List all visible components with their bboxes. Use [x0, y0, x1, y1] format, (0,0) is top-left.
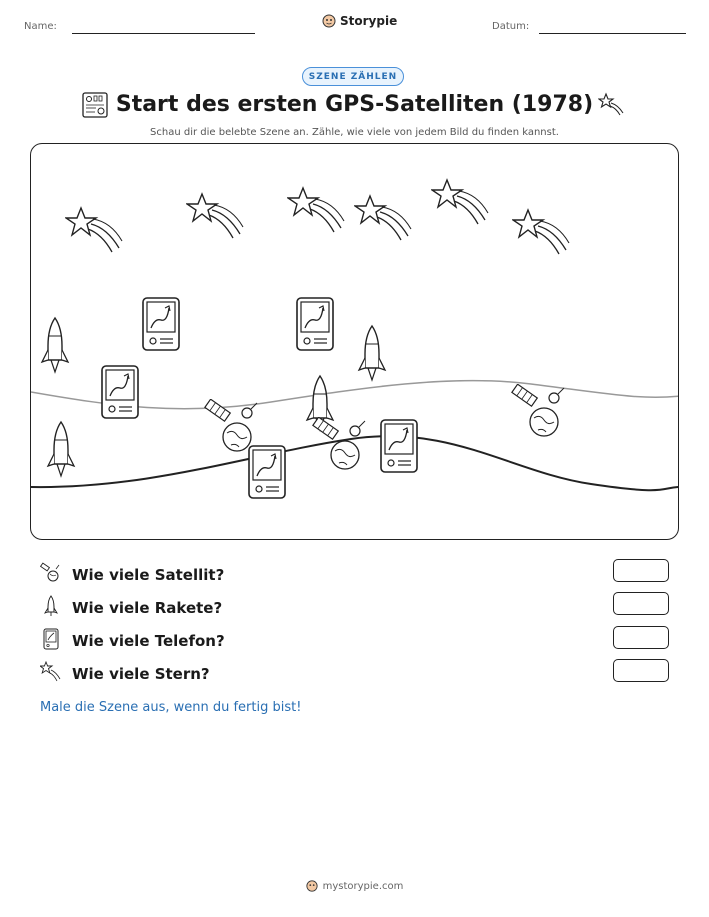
brand-logo — [322, 14, 397, 28]
rocket-icon — [40, 595, 62, 621]
question-phones — [40, 628, 225, 654]
scene-star-icon[interactable] — [354, 194, 412, 248]
scene-satellite-icon[interactable] — [510, 384, 570, 442]
activity-badge: SZENE ZÄHLEN — [302, 67, 404, 86]
scene-star-icon[interactable] — [186, 192, 244, 246]
answer-box-stars[interactable] — [613, 659, 669, 682]
question-label: Wie viele Satellit? — [72, 566, 225, 584]
instructions: Schau dir die belebte Szene an. Zähle, wie viele von jedem Bild du finden kannst. — [150, 127, 559, 138]
question-satellites — [40, 562, 224, 588]
coloring-note: Male die Szene aus, wenn du fertig bist! — [40, 700, 302, 715]
scene-phone-icon[interactable] — [379, 418, 419, 478]
answer-box-phones[interactable] — [613, 626, 669, 649]
brand-name: Storypie — [340, 14, 398, 28]
footer-site: mystorypie.com — [322, 880, 404, 892]
scene-star-icon[interactable] — [512, 208, 570, 262]
scene-satellite-icon[interactable] — [311, 417, 371, 475]
counting-scene[interactable] — [30, 143, 679, 540]
name-label: Name: — [24, 21, 57, 32]
page-title: Start des ersten GPS-Satelliten (1978) — [115, 92, 594, 117]
answer-box-satellites[interactable] — [613, 559, 669, 582]
scene-phone-icon[interactable] — [141, 296, 181, 356]
question-label: Wie viele Stern? — [72, 665, 210, 683]
scene-rocket-icon[interactable] — [46, 420, 76, 482]
phone-icon — [40, 628, 62, 654]
storypie-mascot-icon — [306, 880, 318, 892]
scene-phone-icon[interactable] — [295, 296, 335, 356]
question-label: Wie viele Rakete? — [72, 599, 223, 617]
scene-star-icon[interactable] — [431, 178, 489, 232]
shooting-star-icon — [598, 92, 626, 118]
question-stars — [40, 661, 210, 687]
scene-star-icon[interactable] — [287, 186, 345, 240]
scene-phone-icon[interactable] — [100, 364, 140, 424]
scene-rocket-icon[interactable] — [40, 316, 70, 378]
scene-rocket-icon[interactable] — [357, 324, 387, 386]
question-label: Wie viele Telefon? — [72, 632, 225, 650]
satellite-icon — [40, 562, 62, 588]
storypie-mascot-icon — [322, 14, 336, 28]
name-line[interactable] — [72, 33, 255, 34]
question-rockets — [40, 595, 222, 621]
answer-box-rockets[interactable] — [613, 592, 669, 615]
scene-star-icon[interactable] — [65, 206, 123, 260]
date-label: Datum: — [492, 21, 530, 32]
shooting-star-icon — [40, 661, 62, 687]
scene-satellite-icon[interactable] — [203, 399, 263, 457]
date-line[interactable] — [539, 33, 686, 34]
footer — [0, 880, 709, 892]
